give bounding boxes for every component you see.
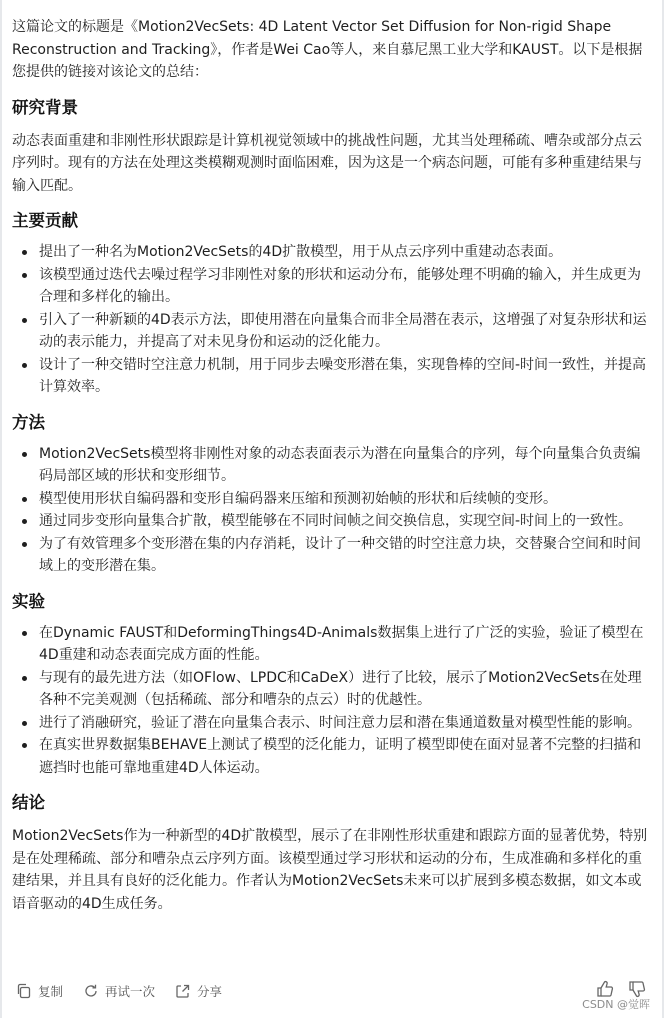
section-title-contributions: 主要贡献: [12, 211, 78, 230]
list-item: 在真实世界数据集BEHAVE上测试了模型的泛化能力，证明了模型即使在面对显著不完整的扫描和遮挡时也能可靠地重建4D人体运动。: [12, 734, 652, 779]
share-button[interactable]: [175, 982, 222, 1000]
response-toolbar: [16, 980, 242, 1002]
section-title-conclusion: 结论: [12, 793, 45, 812]
intro-paragraph: 这篇论文的标题是《Motion2VecSets: 4D Latent Vector Set Diffusion for Non-rigid Shape Reconstruction and Tracking》，作者是Wei Cao等人，来自慕尼黑工业大学和KAUST。以下是根据您提供的链接对该论文的总结：: [12, 19, 643, 80]
retry-button[interactable]: [83, 982, 155, 1000]
list-item: 通过同步变形向量集合扩散，模型能够在不同时间帧之间交换信息，实现空间-时间上的一致性。: [12, 510, 652, 533]
retry-icon: [83, 983, 99, 999]
response-content: [12, 16, 652, 915]
conclusion-paragraph: Motion2VecSets作为一种新型的4D扩散模型，展示了在非刚性形状重建和跟踪方面的显著优势，特别是在处理稀疏、部分和嘈杂点云序列方面。该模型通过学习形状和运动的分布，生成准确和多样化的重建结果，并且具有良好的泛化能力。作者认为Motion2VecSets未来可以扩展到多模态数据，如文本或语音驱动的4D生成任务。: [12, 828, 648, 912]
list-item: 设计了一种交错时空注意力机制，用于同步去噪变形潜在集，实现鲁棒的空间-时间一致性，并提高计算效率。: [12, 354, 652, 399]
share-icon: [175, 983, 191, 999]
list-item: 模型使用形状自编码器和变形自编码器来压缩和预测初始帧的形状和后续帧的变形。: [12, 488, 652, 511]
copy-button[interactable]: [16, 982, 63, 1000]
list-item: 进行了消融研究，验证了潜在向量集合表示、时间注意力层和潜在集通道数量对模型性能的影响。: [12, 712, 652, 735]
method-list: [12, 443, 652, 578]
copy-icon: [16, 983, 32, 999]
experiments-list: [12, 622, 652, 780]
share-label: 分享: [197, 984, 223, 999]
section-title-method: 方法: [12, 412, 45, 432]
contributions-list: [12, 241, 652, 399]
background-paragraph: 动态表面重建和非刚性形状跟踪是计算机视觉领域中的挑战性问题，尤其当处理稀疏、嘈杂或部分点云序列时。现有的方法在处理这类模糊观测时面临困难，因为这是一个病态问题，可能有多种重建结果与输入匹配。: [12, 132, 642, 194]
list-item: 提出了一种名为Motion2VecSets的4D扩散模型，用于从点云序列中重建动态表面。: [12, 241, 652, 264]
list-item: 引入了一种新颖的4D表示方法，即使用潜在向量集合而非全局潜在表示，这增强了对复杂形状和运动的表示能力，并提高了对未见身份和运动的泛化能力。: [12, 309, 652, 354]
watermark: CSDN @觉晖: [582, 998, 650, 1011]
list-item: 为了有效管理多个变形潜在集的内存消耗，设计了一种交错的时空注意力块，交替聚合空间和时间域上的变形潜在集。: [12, 533, 652, 578]
list-item: 该模型通过迭代去噪过程学习非刚性对象的形状和运动分布，能够处理不明确的输入，并生成更为合理和多样化的输出。: [12, 264, 652, 309]
section-title-experiments: 实验: [12, 591, 45, 611]
retry-label: 再试一次: [105, 984, 156, 999]
list-item: Motion2VecSets模型将非刚性对象的动态表面表示为潜在向量集合的序列，每个向量集合负责编码局部区域的形状和变形细节。: [12, 443, 652, 488]
section-title-background: 研究背景: [12, 97, 78, 117]
copy-label: 复制: [38, 984, 64, 999]
list-item: 与现有的最先进方法（如OFlow、LPDC和CaDeX）进行了比较，展示了Motion2VecSets在处理各种不完美观测（包括稀疏、部分和嘈杂的点云）时的优越性。: [12, 667, 652, 712]
list-item: 在Dynamic FAUST和DeformingThings4D-Animals数据集上进行了广泛的实验，验证了模型在4D重建和动态表面完成方面的性能。: [12, 622, 652, 667]
